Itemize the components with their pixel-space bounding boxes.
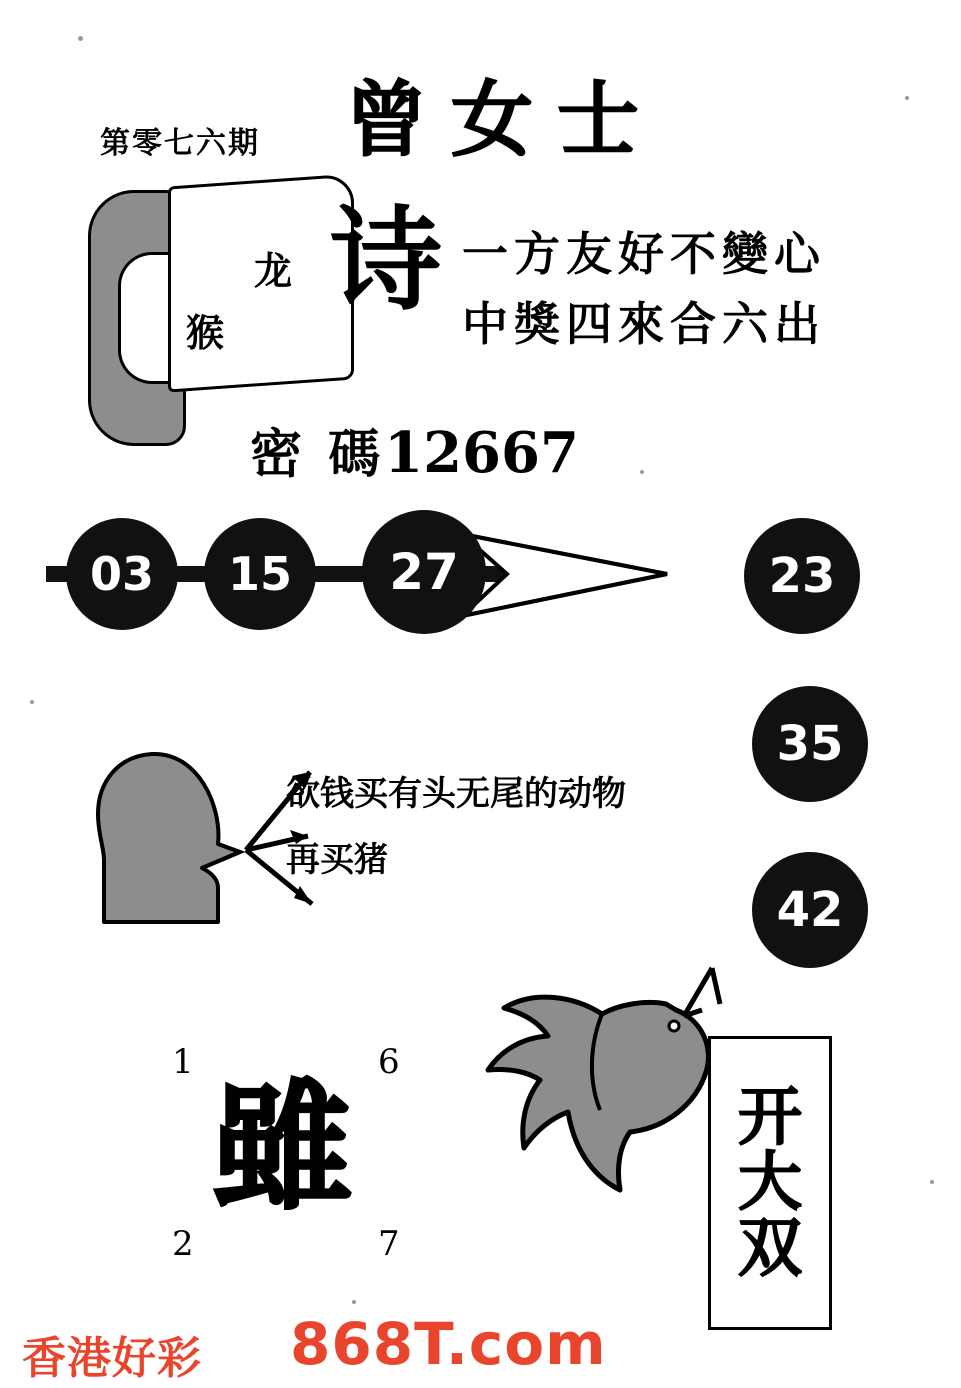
speckle [640,470,644,474]
corner-digit-bottom-right: 7 [378,1224,400,1264]
poem-heading-character: 诗 [330,195,442,326]
corner-digit-top-right: 6 [378,1042,400,1082]
number-ball: 35 [752,686,868,802]
speckle [905,96,909,100]
arrow-icon [452,520,682,630]
issue-label: 第零七六期 [100,126,260,161]
footer-site-name: 香港好彩 [22,1333,202,1384]
number-ball: 42 [752,852,868,968]
plaque-char-3: 双 [738,1210,802,1286]
number-ball: 27 [362,510,486,634]
corner-digit-bottom-left: 2 [172,1224,194,1264]
big-character: 雖 [212,1066,353,1230]
speckle [78,36,83,41]
telephone-handset-icon [88,190,180,440]
page-title: 曾女士 [345,72,664,168]
hint-line-1: 欲钱买有头无尾的动物 [286,774,626,814]
speckle [352,1300,356,1304]
password-label: 密 碼 [250,424,385,485]
zodiac-screen-content [176,240,336,370]
result-plaque [708,1036,832,1330]
speckle [30,700,34,704]
plaque-char-2: 大 [738,1145,802,1221]
number-ball: 15 [204,518,316,630]
footer-site-url: 868T.com [290,1310,607,1378]
zodiac-bottom: 猴 [186,311,225,355]
number-ball: 03 [66,518,178,630]
number-ball: 23 [744,518,860,634]
poem-line-1: 一方友好不變心 [462,227,826,281]
poem-line-2: 中獎四來合六出 [462,297,826,351]
zodiac-top: 龙 [254,249,293,293]
corner-digit-top-left: 1 [172,1042,194,1082]
speckle [930,1180,934,1184]
password-row [250,412,579,487]
plaque-char-1: 开 [738,1080,802,1156]
password-value: 12667 [384,420,579,486]
hint-line-2: 再买猪 [286,840,388,880]
